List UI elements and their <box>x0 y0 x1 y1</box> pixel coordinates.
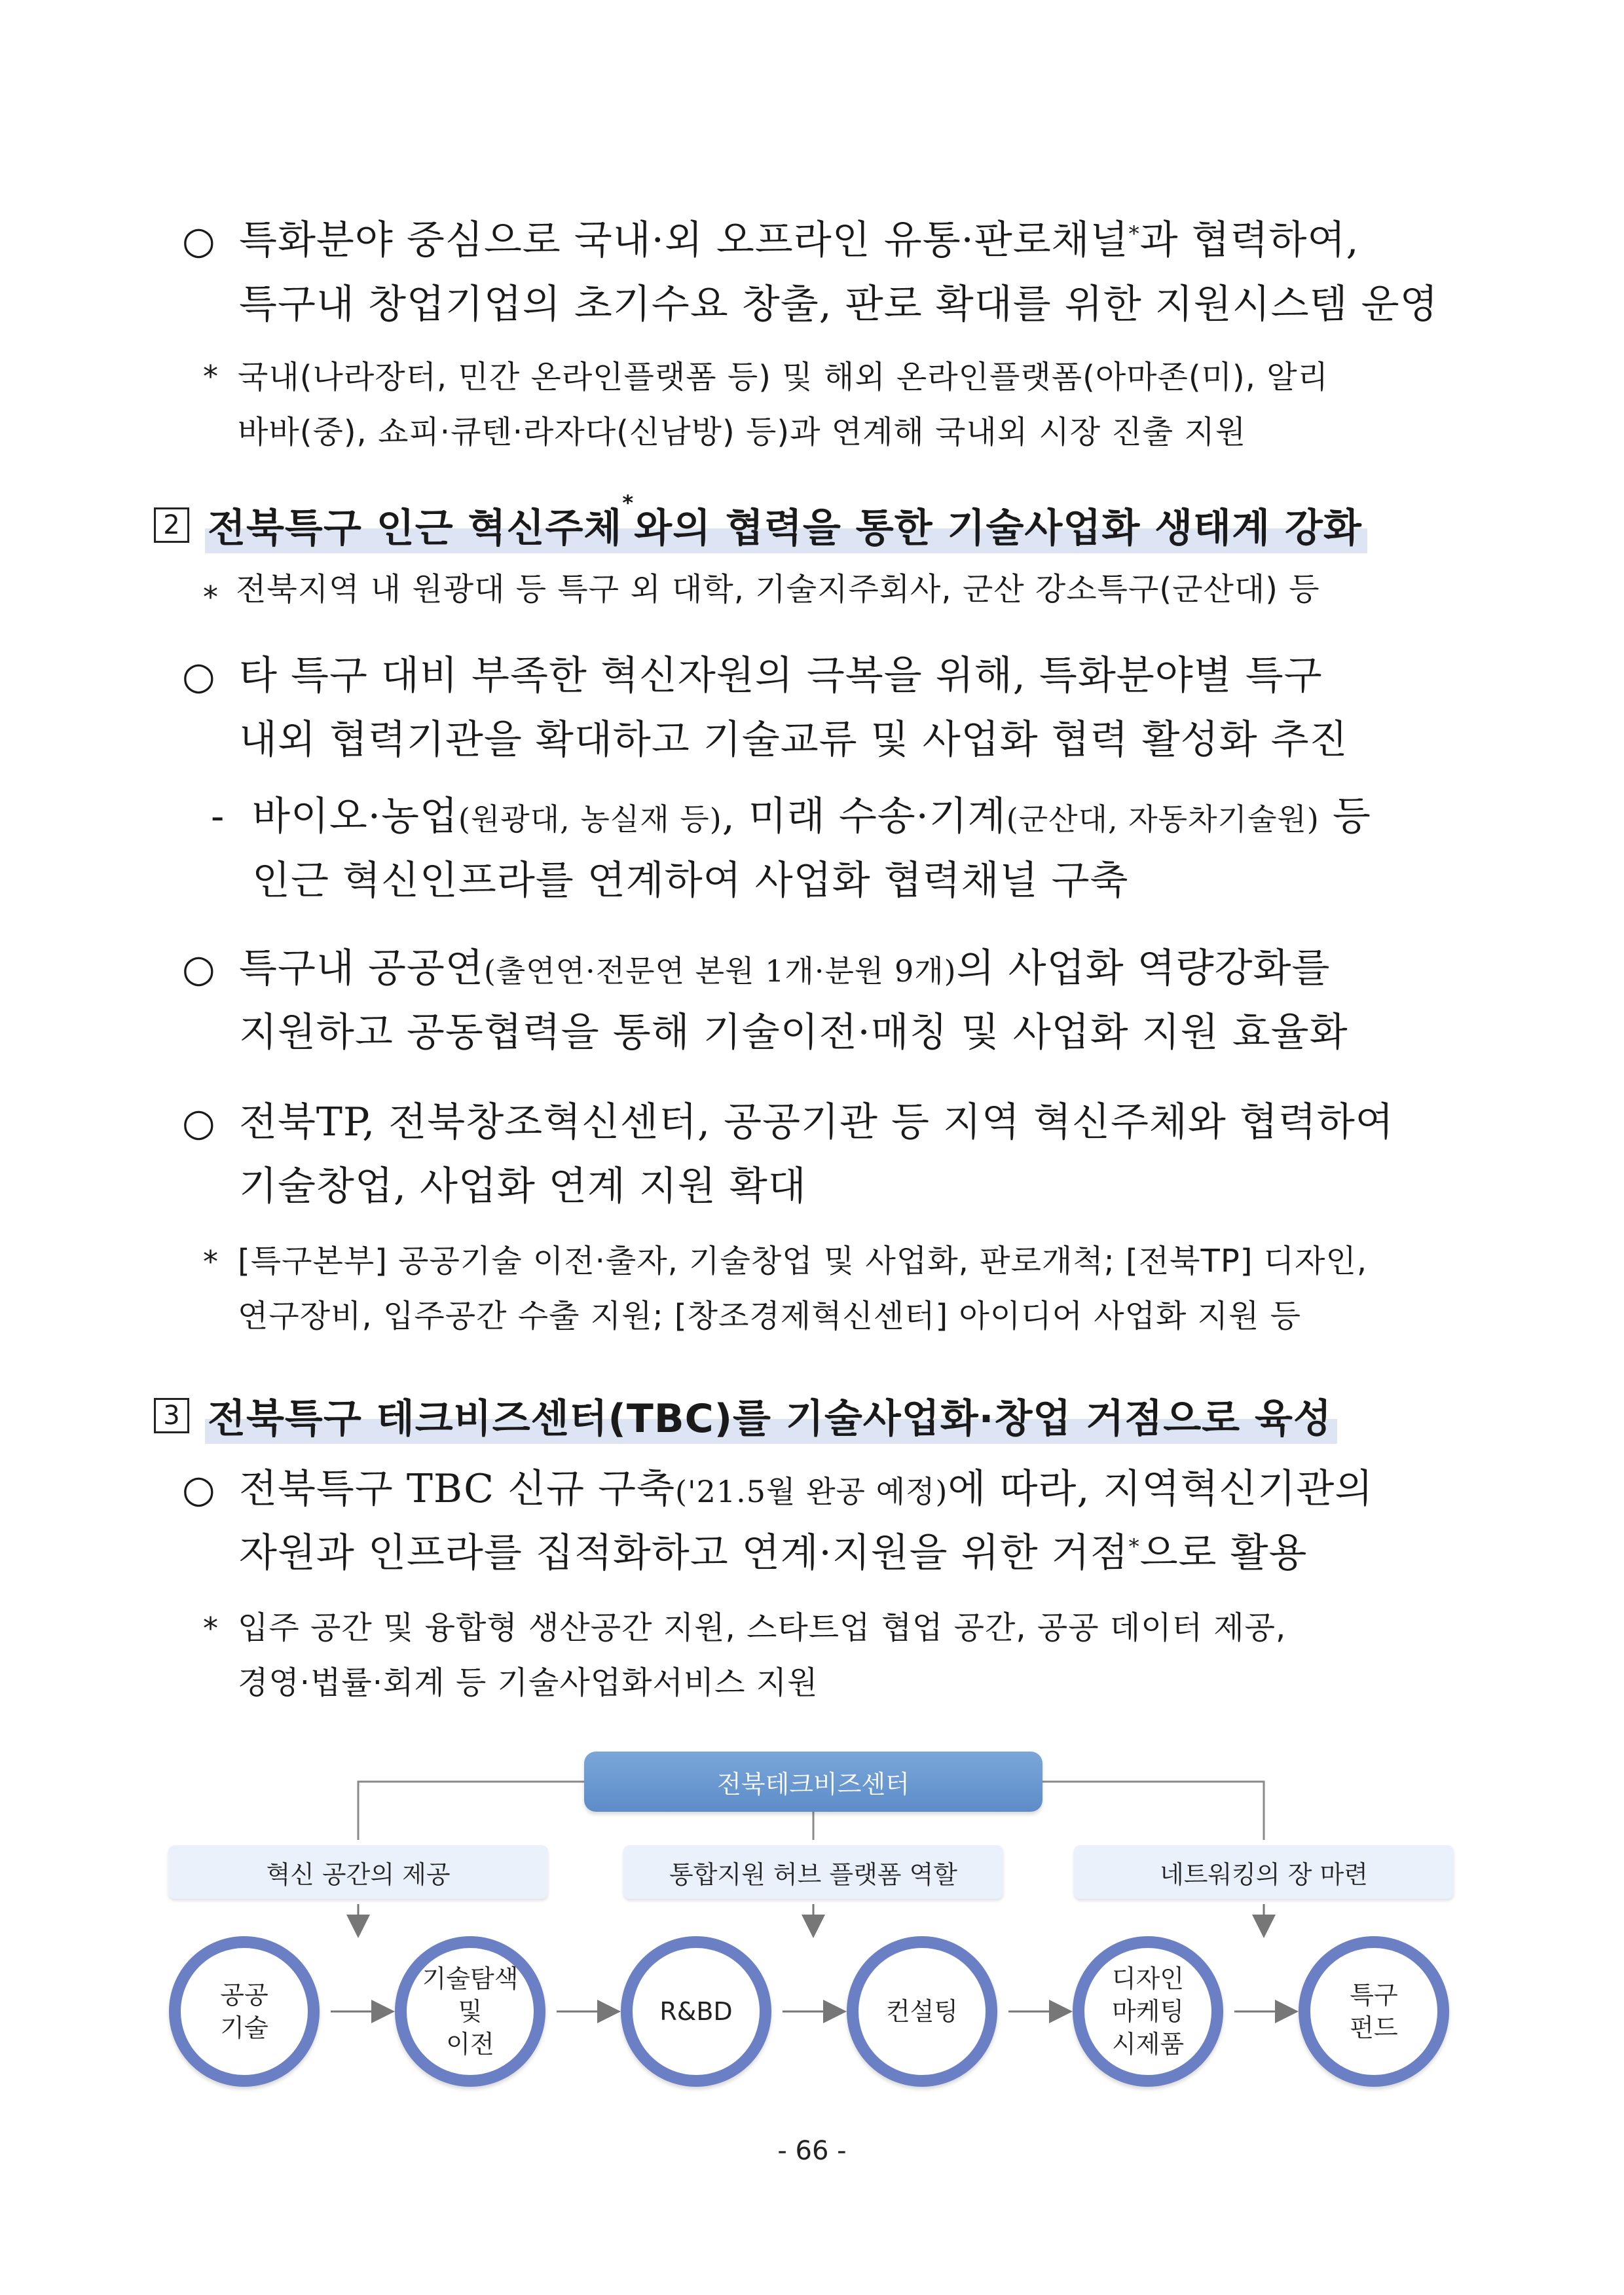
text: 으로 활용 <box>1139 1530 1308 1576</box>
text: 특구내 공공연 <box>239 946 484 991</box>
text: (군산대, 자동차기술원) <box>1006 801 1320 837</box>
dash-bullet: - <box>211 794 225 839</box>
circle-label: 기술탐색 및 이전 <box>422 1964 519 2059</box>
circle-bullet: ○ <box>182 218 215 263</box>
text: 과 협력하여, <box>1139 217 1359 263</box>
process-circle <box>621 1936 771 2087</box>
text: 등 <box>1319 794 1371 839</box>
footnote-line: 국내(나라장터, 민간 온라인플랫폼 등) 및 해외 온라인플랫폼(아마존(미), 알리 <box>238 359 1329 395</box>
circle-bullet: ○ <box>182 1100 215 1145</box>
footnote-line: 입주 공간 및 융합형 생산공간 지원, 스타트업 협업 공간, 공공 데이터 제공, <box>238 1609 1287 1646</box>
circle-bullet: ○ <box>182 653 215 698</box>
text: 자원과 인프라를 집적화하고 연계·지원을 위한 거점 <box>239 1530 1129 1576</box>
heading-text <box>205 490 1367 553</box>
process-circle <box>169 1936 320 2087</box>
footnote-mark: * <box>1128 1534 1140 1559</box>
category-box: 혁신 공간의 제공 <box>168 1845 548 1899</box>
text: (출연연·전문연 본원 1개·분원 9개) <box>483 953 957 989</box>
text: 전북특구 인근 혁신주체 <box>208 505 623 551</box>
paragraph-line <box>239 1457 1373 1524</box>
text: 바이오·농업 <box>252 794 458 839</box>
paragraph-line: 지원하고 공동협력을 통해 기술이전·매칭 및 사업화 지원 효율화 <box>239 1010 1348 1056</box>
text: 전북특구 TBC 신규 구축 <box>239 1466 676 1512</box>
paragraph-line: 특구내 창업기업의 초기수요 창출, 판로 확대를 위한 지원시스템 운영 <box>239 282 1439 327</box>
process-circle <box>1073 1936 1223 2087</box>
footnote-mark: * <box>1128 221 1140 246</box>
paragraph-line <box>239 208 1359 272</box>
page-number: - 66 - <box>777 2136 847 2166</box>
paragraph-line: 기술창업, 사업화 연계 지원 확대 <box>239 1164 807 1209</box>
section-heading-2 <box>154 490 1367 553</box>
paragraph-line: 내외 협력기관을 확대하고 기술교류 및 사업화 협력 활성화 추진 <box>239 717 1348 763</box>
text: (원광대, 농실재 등) <box>458 801 722 837</box>
text: , 미래 수송·기계 <box>722 794 1006 839</box>
process-circle <box>847 1936 997 2087</box>
paragraph-line: 타 특구 대비 부족한 혁신자원의 극복을 위해, 특화분야별 특구 <box>239 653 1323 699</box>
text: 의 사업화 역량강화를 <box>956 946 1331 991</box>
text: 특화분야 중심으로 국내·외 오프라인 유통·판로채널 <box>239 217 1129 263</box>
circle-bullet: ○ <box>182 1467 215 1511</box>
diagram-title-box: 전북테크비즈센터 <box>584 1752 1043 1812</box>
footnote-mark: * <box>622 490 635 515</box>
footnote-star: * <box>203 1611 218 1646</box>
circle-label: 특구 펀드 <box>1350 1981 1398 2042</box>
footnote-line: 연구장비, 입주공간 수출 지원; [창조경제혁신센터] 아이디어 사업화 지원 등 <box>238 1298 1301 1334</box>
footnote-line: 바바(중), 쇼피·큐텐·라자다(신남방) 등)과 연계해 국내외 시장 진출 지원 <box>238 414 1247 450</box>
heading-text: 전북특구 테크비즈센터(TBC)를 기술사업화·창업 거점으로 육성 <box>205 1387 1337 1444</box>
footnote-line: 경영·법률·회계 등 기술사업화서비스 지원 <box>238 1664 819 1701</box>
paragraph-line <box>239 1521 1308 1585</box>
footnote-line: 전북지역 내 원광대 등 특구 외 대학, 기술지주회사, 군산 강소특구(군산대) 등 <box>236 571 1320 608</box>
circle-label: 컨설팅 <box>885 1997 959 2026</box>
circle-bullet: ○ <box>182 946 215 991</box>
category-box: 통합지원 허브 플랫폼 역할 <box>623 1845 1003 1899</box>
text: ('21.5월 완공 예정) <box>675 1474 948 1509</box>
section-heading-3 <box>154 1388 1337 1443</box>
section-number: 2 <box>154 507 189 543</box>
process-circle <box>395 1936 545 2087</box>
footnote-star: * <box>203 579 218 615</box>
paragraph-line: 인근 혁신인프라를 연계하여 사업화 협력채널 구축 <box>252 858 1129 904</box>
paragraph-line: 전북TP, 전북창조혁신센터, 공공기관 등 지역 혁신주체와 협력하여 <box>239 1099 1394 1145</box>
connector-left <box>358 1782 584 1840</box>
circle-label: R&BD <box>659 1997 733 2026</box>
footnote-star: * <box>203 1244 218 1279</box>
circle-label: 공공 기술 <box>220 1981 268 2042</box>
footnote-line: [특구본부] 공공기술 이전·출자, 기술창업 및 사업화, 판로개척; [전북TP] 디자인, <box>238 1243 1368 1279</box>
connector-right <box>1043 1782 1264 1840</box>
paragraph-line <box>252 784 1371 851</box>
text: 와의 협력을 통한 기술사업화 생태계 강화 <box>634 505 1362 551</box>
text: 에 따라, 지역혁신기관의 <box>948 1466 1374 1512</box>
category-box: 네트워킹의 장 마련 <box>1074 1845 1454 1899</box>
circle-label: 디자인 마케팅 시제품 <box>1111 1964 1185 2059</box>
paragraph-line <box>239 936 1330 1003</box>
section-number: 3 <box>154 1398 189 1433</box>
process-circle <box>1299 1936 1449 2087</box>
footnote-star: * <box>203 359 218 394</box>
